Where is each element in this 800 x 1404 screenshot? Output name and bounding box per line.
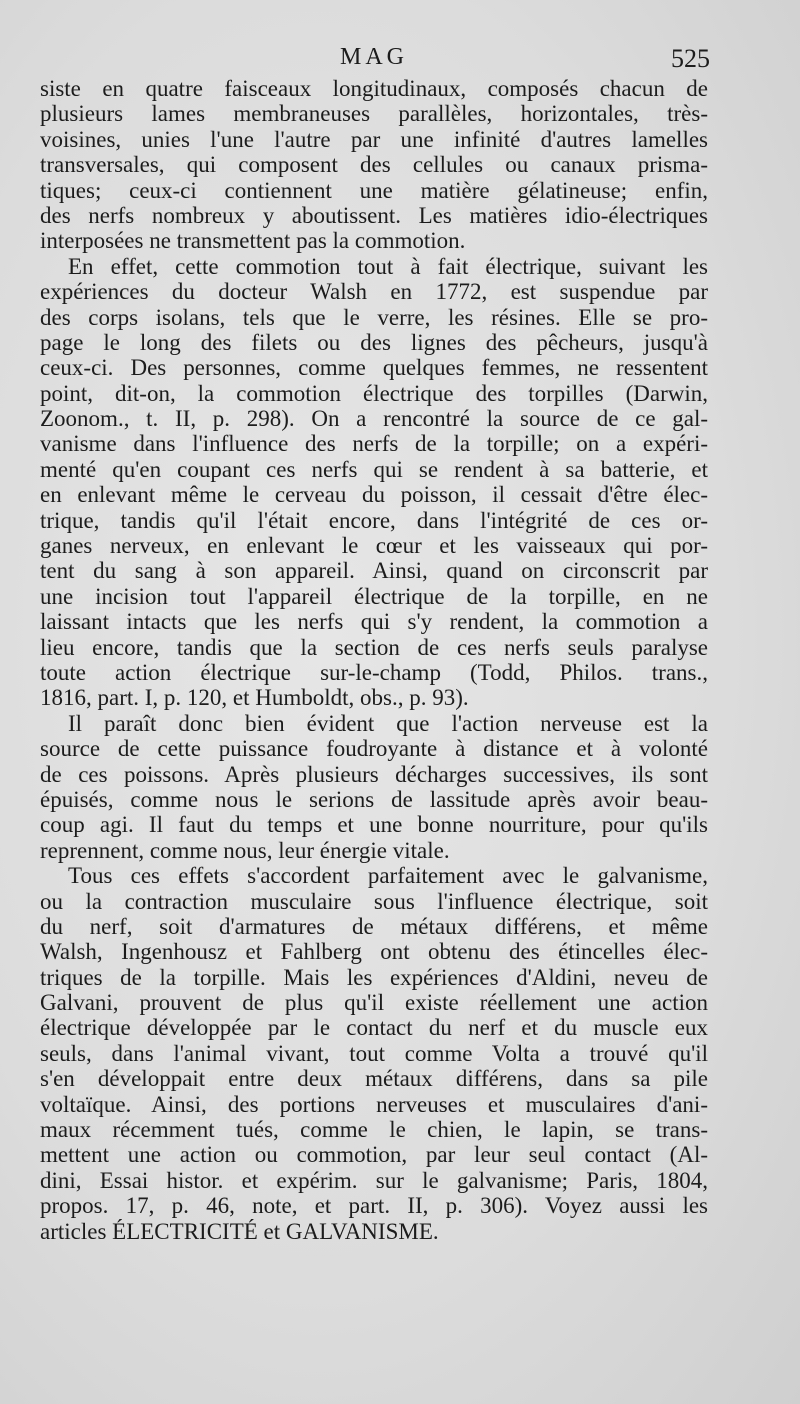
text-line: Il paraît donc bien évident que l'action nerveuse est la [68,710,708,736]
text-line: électrique développée par le contact du nerf et du muscle eux [40,1015,708,1041]
text-line: du nerf, soit d'armatures de métaux différens, et même [40,913,708,939]
text-line: expériences du docteur Walsh en 1772, est suspendue par [40,279,708,305]
text-line: maux récemment tués, comme le chien, le lapin, se trans- [40,1117,708,1143]
text-line: ou la contraction musculaire sous l'influence électrique, soit [40,888,708,914]
page-header [38,44,710,78]
text-line: vanisme dans l'influence des nerfs de la torpille; on a expéri- [40,431,708,457]
text-line: épuisés, comme nous le serions de lassitude après avoir beau- [40,786,708,812]
text-line: transversales, qui composent des cellules ou canaux prisma- [40,152,708,178]
text-line: plusieurs lames membraneuses parallèles, horizontales, très- [40,101,708,127]
text-line: laissant intacts que les nerfs qui s'y rendent, la commotion a [40,609,708,635]
text-line: 1816, part. I, p. 120, et Humboldt, obs., p. 93). [40,685,469,711]
running-head: MAG [339,44,408,70]
text-line: En effet, cette commotion tout à fait électrique, suivant les [68,253,708,279]
text-line: page le long des filets ou des lignes des pêcheurs, jusqu'à [40,329,708,355]
text-line: Tous ces effets s'accordent parfaitement avec le galvanisme, [68,863,708,889]
text-line: Walsh, Ingenhousz et Fahlberg ont obtenu des étincelles élec- [40,939,708,965]
text-line: mettent une action ou commotion, par leur seul contact (Al- [40,1142,708,1168]
text-line: des nerfs nombreux y aboutissent. Les matières idio-électriques [40,202,708,228]
text-line: interposées ne transmettent pas la commotion. [40,228,466,254]
text-line: propos. 17, p. 46, note, et part. II, p. 306). Voyez aussi les [40,1193,708,1219]
text-line: triques de la torpille. Mais les expériences d'Aldini, neveu de [40,964,708,990]
body-text [40,76,708,1244]
text-line: des corps isolans, tels que le verre, les résines. Elle se pro- [40,304,708,330]
text-line: menté qu'en coupant ces nerfs qui se rendent à sa batterie, et [40,456,708,482]
text-line: tiques; ceux-ci contiennent une matière gélatineuse; enfin, [40,177,708,203]
text-line: dini, Essai histor. et expérim. sur le galvanisme; Paris, 1804, [40,1167,708,1193]
text-line: voisines, unies l'une l'autre par une infinité d'autres lamelles [40,126,708,152]
text-line: s'en développait entre deux métaux différens, dans sa pile [40,1066,708,1092]
text-line: source de cette puissance foudroyante à distance et à volonté [40,736,708,762]
text-line: point, dit-on, la commotion électrique des torpilles (Darwin, [40,380,708,406]
text-line: seuls, dans l'animal vivant, tout comme Volta a trouvé qu'il [40,1040,708,1066]
text-line: tent du sang à son appareil. Ainsi, quand on circonscrit par [40,558,708,584]
text-line: voltaïque. Ainsi, des portions nerveuses et musculaires d'ani- [40,1091,708,1117]
text-line: reprennent, comme nous, leur énergie vitale. [40,837,450,863]
text-line: articles ÉLECTRICITÉ et GALVANISME. [40,1218,439,1244]
page-number: 525 [671,44,710,73]
text-line: de ces poissons. Après plusieurs décharges successives, ils sont [40,761,708,787]
text-line: en enlevant même le cerveau du poisson, il cessait d'être élec- [40,482,708,508]
text-line: Galvani, prouvent de plus qu'il existe réellement une action [40,990,708,1016]
text-line: siste en quatre faisceaux longitudinaux, composés chacun de [40,76,708,101]
text-line: coup agi. Il faut du temps et une bonne nourriture, pour qu'ils [40,812,708,838]
text-line: toute action électrique sur-le-champ (Todd, Philos. trans., [40,659,708,685]
text-line: trique, tandis qu'il l'était encore, dans l'intégrité de ces or- [40,507,708,533]
text-line: Zoonom., t. II, p. 298). On a rencontré la source de ce gal- [40,406,708,432]
text-line: ceux-ci. Des personnes, comme quelques femmes, ne ressentent [40,355,708,381]
text-line: lieu encore, tandis que la section de ces nerfs seuls paralyse [40,634,708,660]
text-line: ganes nerveux, en enlevant le cœur et les vaisseaux qui por- [40,533,708,559]
text-line: une incision tout l'appareil électrique de la torpille, en ne [40,583,708,609]
